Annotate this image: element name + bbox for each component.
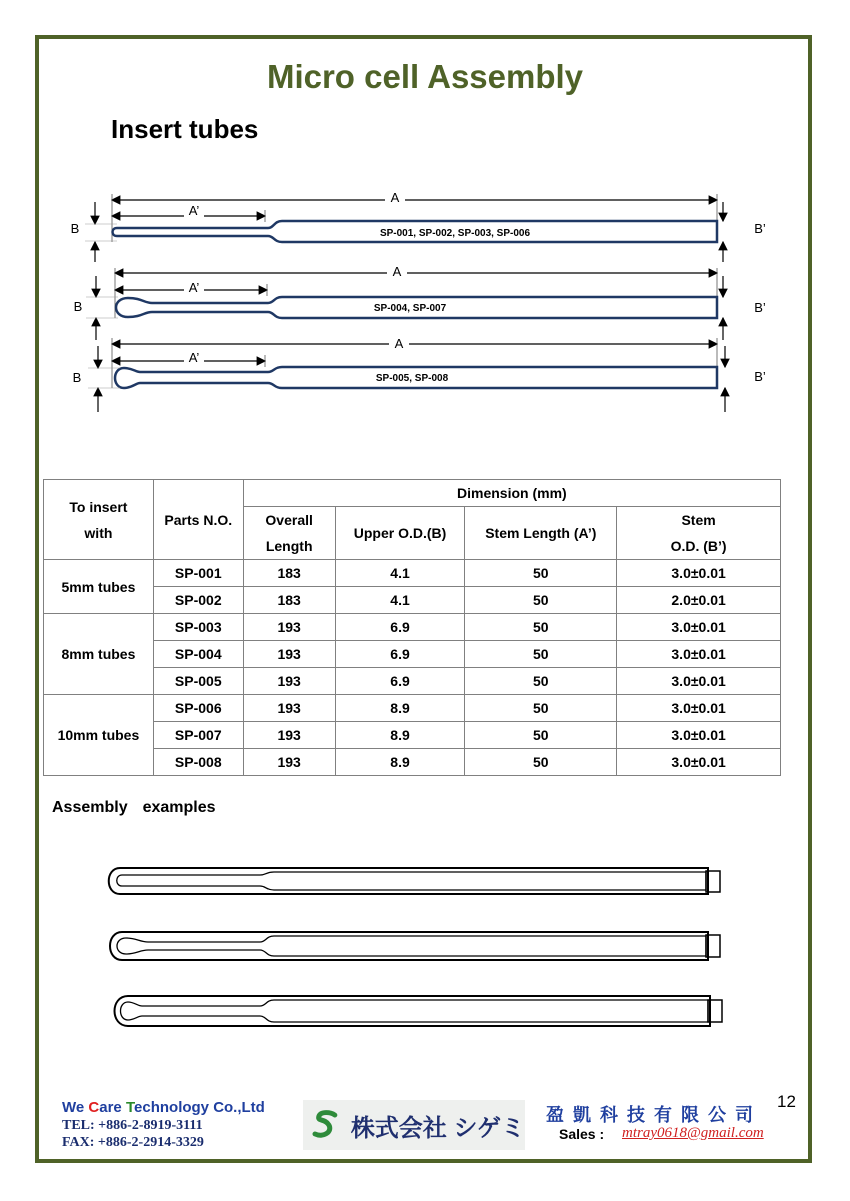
tube-2-label-b: B: [73, 299, 83, 314]
cell-stem-od: 3.0±0.01: [617, 722, 781, 749]
cell-stem-od: 3.0±0.01: [617, 641, 781, 668]
table-header-row: [44, 480, 781, 507]
assembly-example-2: [110, 932, 720, 960]
assembly-examples-heading: [52, 799, 216, 817]
cell-part: SP-005: [153, 668, 243, 695]
company-name-part: T: [125, 1099, 135, 1116]
group-10mm: 10mm tubes: [44, 695, 154, 776]
cell-upper: 6.9: [335, 668, 465, 695]
cell-overall: 193: [243, 614, 335, 641]
cell-stem-len: 50: [465, 587, 617, 614]
tube-1-dim-a: A: [390, 190, 400, 205]
cell-stem-len: 50: [465, 614, 617, 641]
table-row: [44, 587, 781, 614]
cell-part: SP-001: [153, 560, 243, 587]
shigemi-logo-icon: [309, 1108, 343, 1142]
cell-upper: 8.9: [335, 695, 465, 722]
company-name-part: echnology Co.,Ltd: [134, 1099, 265, 1116]
cell-stem-len: 50: [465, 560, 617, 587]
assembly-label-2: examples: [142, 799, 216, 816]
table-row: [44, 560, 781, 587]
assembly-examples-drawing: [100, 858, 730, 1038]
cell-upper: 6.9: [335, 641, 465, 668]
cell-upper: 8.9: [335, 722, 465, 749]
chinese-company-name: 盈凱科技有限公司: [546, 1105, 762, 1126]
table-row: [44, 668, 781, 695]
cell-overall: 193: [243, 668, 335, 695]
sales-email-link[interactable]: mtray0618@gmail.com: [622, 1125, 764, 1141]
company-name: [62, 1099, 265, 1116]
cell-part: SP-004: [153, 641, 243, 668]
page-title: Micro cell Assembly: [266, 58, 584, 95]
table-row: [44, 695, 781, 722]
spec-table: [43, 479, 781, 776]
cell-stem-od: 3.0±0.01: [617, 695, 781, 722]
cell-part: SP-007: [153, 722, 243, 749]
tube-3-dim-a-prime: A’: [188, 350, 200, 365]
company-tel: TEL: +886-2-8919-3111: [62, 1118, 203, 1133]
header-stem-od-line2: O.D. (B’): [670, 538, 727, 554]
cell-part: SP-002: [153, 587, 243, 614]
table-row: [44, 749, 781, 776]
shigemi-logo-text: 株式会社 シゲミ: [350, 1114, 525, 1142]
header-dimension: Dimension (mm): [243, 480, 780, 507]
cell-stem-len: 50: [465, 749, 617, 776]
cell-upper: 4.1: [335, 587, 465, 614]
tube-1-drawing: [71, 189, 766, 262]
cell-stem-od: 2.0±0.01: [617, 587, 781, 614]
header-insert-line1: To insert: [69, 498, 128, 515]
tube-3-drawing: [73, 334, 766, 412]
cell-stem-od: 3.0±0.01: [617, 560, 781, 587]
company-name-part: We: [62, 1099, 89, 1116]
assembly-label-1: Assembly: [52, 799, 128, 816]
cell-upper: 6.9: [335, 614, 465, 641]
sales-label: Sales :: [559, 1126, 605, 1142]
cell-overall: 193: [243, 695, 335, 722]
tube-2-drawing: [74, 263, 766, 340]
company-fax: FAX: +886-2-2914-3329: [62, 1135, 204, 1150]
cell-stem-len: 50: [465, 668, 617, 695]
cell-stem-od: 3.0±0.01: [617, 614, 781, 641]
tube-1-label-b: B: [70, 221, 80, 236]
header-stem-length: Stem Length (A’): [465, 507, 617, 560]
page-number: 12: [777, 1092, 796, 1111]
table-row: [44, 641, 781, 668]
tube-3-label-b: B: [72, 370, 82, 385]
header-parts: Parts N.O.: [153, 480, 243, 560]
header-overall-line1: Overall: [265, 512, 313, 528]
tube-2-label-b-prime: B’: [754, 300, 766, 315]
group-8mm: 8mm tubes: [44, 614, 154, 695]
insert-tube-diagram: [60, 180, 790, 420]
company-name-part: are: [99, 1099, 126, 1116]
cell-stem-od: 3.0±0.01: [617, 749, 781, 776]
tube-2-dim-a-prime: A’: [188, 280, 200, 295]
header-overall: [243, 507, 335, 560]
cell-upper: 4.1: [335, 560, 465, 587]
header-stem-od: [617, 507, 781, 560]
header-insert: [44, 480, 154, 560]
tube-1-dim-a-prime: A’: [188, 203, 200, 218]
cell-upper: 8.9: [335, 749, 465, 776]
shigemi-logo: [303, 1100, 525, 1150]
cell-overall: 193: [243, 749, 335, 776]
tube-3-dim-a: A: [394, 336, 404, 351]
header-overall-line2: Length: [265, 538, 313, 554]
assembly-example-1: [109, 868, 720, 894]
tube-2-dim-a: A: [392, 264, 402, 279]
cell-part: SP-006: [153, 695, 243, 722]
table-row: [44, 614, 781, 641]
cell-overall: 193: [243, 641, 335, 668]
header-stem-od-line1: Stem: [681, 512, 716, 528]
header-insert-line2: with: [84, 524, 113, 541]
cell-stem-od: 3.0±0.01: [617, 668, 781, 695]
tube-1-models: SP-001, SP-002, SP-003, SP-006: [379, 228, 531, 239]
tube-3-models: SP-005, SP-008: [375, 373, 449, 384]
cell-part: SP-008: [153, 749, 243, 776]
section-title: Insert tubes: [111, 114, 259, 144]
cell-overall: 193: [243, 722, 335, 749]
cell-stem-len: 50: [465, 641, 617, 668]
cell-stem-len: 50: [465, 722, 617, 749]
tube-1-label-b-prime: B’: [754, 221, 766, 236]
tube-3-label-b-prime: B’: [754, 369, 766, 384]
cell-overall: 183: [243, 560, 335, 587]
header-upper-od: Upper O.D.(B): [335, 507, 465, 560]
cell-part: SP-003: [153, 614, 243, 641]
table-row: [44, 722, 781, 749]
cell-overall: 183: [243, 587, 335, 614]
tube-2-models: SP-004, SP-007: [373, 303, 447, 314]
company-name-part: C: [88, 1099, 100, 1116]
group-5mm: 5mm tubes: [44, 560, 154, 614]
assembly-example-3: [115, 996, 723, 1026]
cell-stem-len: 50: [465, 695, 617, 722]
